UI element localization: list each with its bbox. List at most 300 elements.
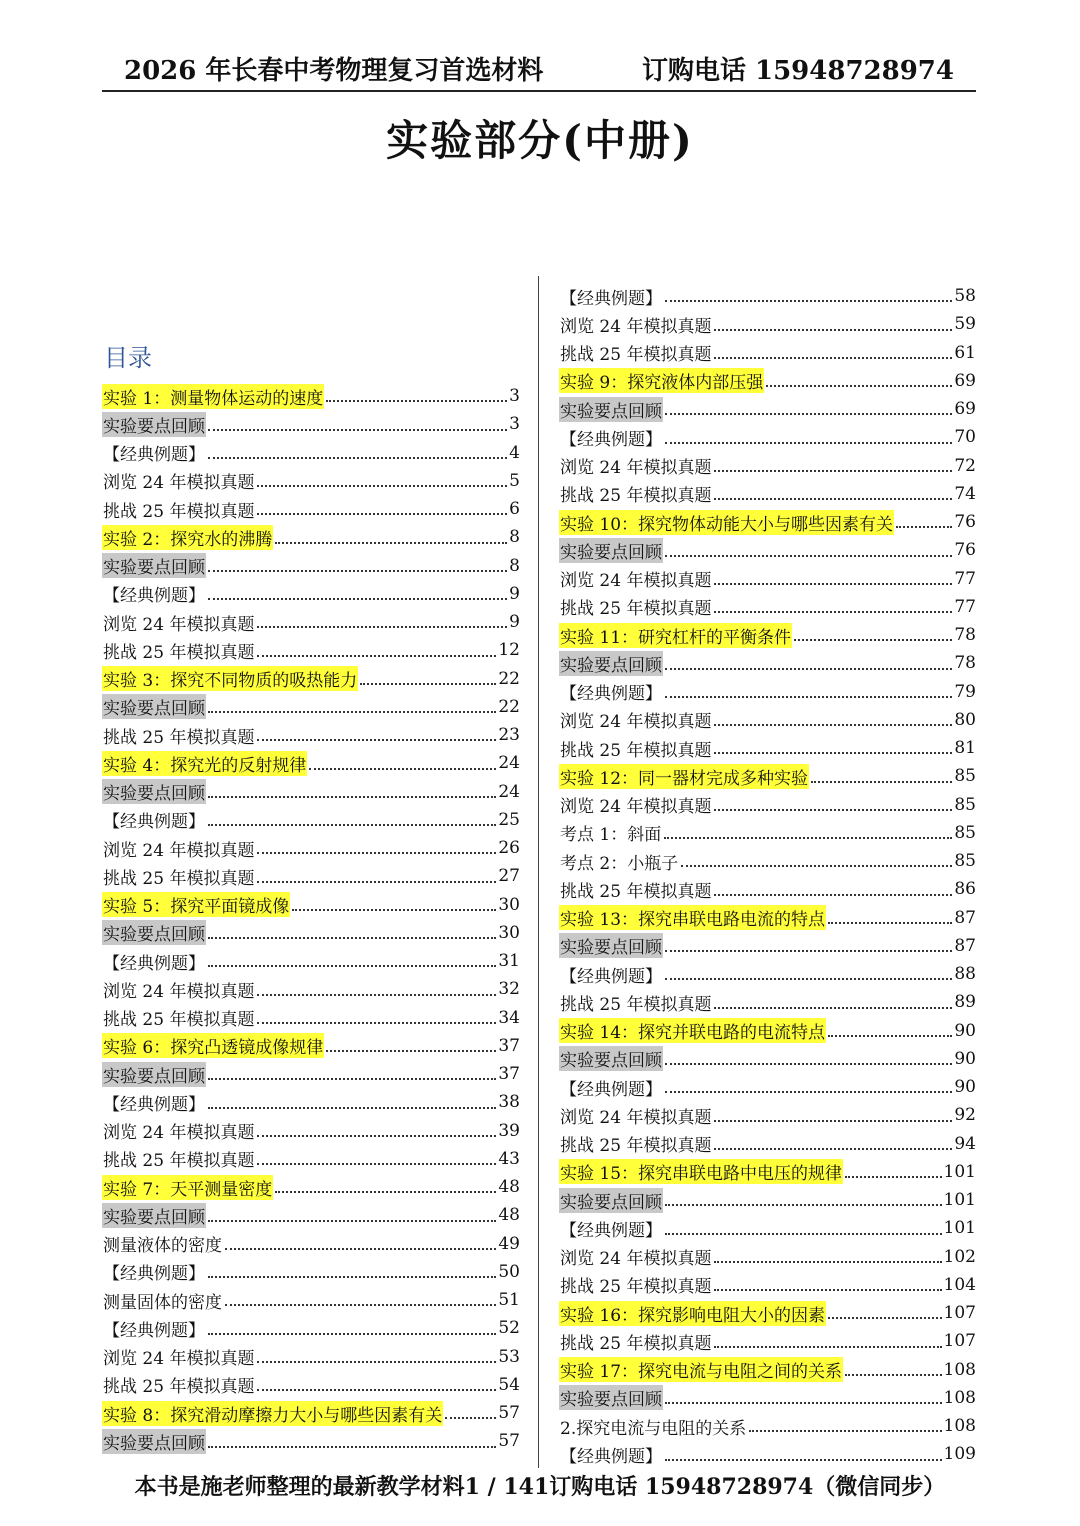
toc-entry[interactable] — [102, 1371, 520, 1399]
toc-dot-leader — [749, 1430, 941, 1432]
toc-dot-leader — [445, 1417, 496, 1419]
toc-entry-page: 72 — [954, 455, 976, 476]
toc-entry[interactable] — [102, 1258, 520, 1286]
toc-dot-leader — [714, 1007, 952, 1009]
toc-dot-leader — [208, 1220, 496, 1222]
toc-dot-leader — [665, 1204, 942, 1206]
toc-dot-leader — [208, 965, 496, 967]
toc-entry-title: 实验要点回顾 — [559, 933, 663, 958]
toc-entry-page: 81 — [954, 738, 976, 759]
toc-entry[interactable] — [102, 919, 520, 947]
toc-dot-leader — [714, 724, 952, 726]
toc-entry-title: 挑战 25 年模拟真题 — [103, 1151, 255, 1172]
toc-entry[interactable] — [559, 875, 976, 903]
toc-entry-title: 浏览 24 年模拟真题 — [560, 1107, 712, 1128]
toc-dot-leader — [257, 1135, 496, 1137]
toc-dot-leader — [714, 1346, 941, 1348]
toc-entry-title: 浏览 24 年模拟真题 — [560, 712, 712, 733]
toc-entry-page: 101 — [943, 1161, 976, 1182]
toc-entry[interactable] — [102, 665, 520, 693]
toc-dot-leader — [681, 865, 952, 867]
toc-dot-leader — [714, 611, 952, 613]
toc-entry[interactable] — [102, 778, 520, 806]
toc-dot-leader — [208, 937, 496, 939]
toc-dot-leader — [766, 385, 952, 387]
toc-dot-leader — [665, 555, 952, 557]
toc-dot-leader — [665, 950, 952, 952]
toc-entry[interactable] — [102, 975, 520, 1003]
toc-entry-page: 69 — [954, 370, 976, 391]
toc-dot-leader — [665, 300, 952, 302]
toc-entry-page: 48 — [498, 1205, 520, 1226]
toc-entry-title: 挑战 25 年模拟真题 — [103, 1377, 255, 1398]
toc-entry[interactable] — [559, 452, 976, 480]
toc-dot-leader — [208, 796, 496, 798]
toc-entry-page: 108 — [943, 1387, 976, 1408]
toc-dot-leader — [257, 626, 507, 628]
toc-entry[interactable] — [102, 1314, 520, 1342]
toc-dot-leader — [664, 837, 952, 839]
toc-dot-leader — [208, 824, 496, 826]
toc-entry-page: 8 — [509, 527, 520, 548]
toc-entry[interactable] — [102, 834, 520, 862]
toc-entry-page: 27 — [498, 866, 520, 887]
toc-entry-title: 浏览 24 年模拟真题 — [103, 981, 255, 1002]
toc-dot-leader — [845, 1176, 942, 1178]
toc-dot-leader — [257, 485, 507, 487]
toc-entry-page: 80 — [954, 709, 976, 730]
toc-dot-leader — [326, 1050, 496, 1052]
toc-entry-title: 【经典例题】 — [560, 1220, 662, 1241]
toc-entry[interactable] — [102, 1145, 520, 1173]
toc-dot-leader — [714, 1289, 941, 1291]
toc-dot-leader — [714, 809, 952, 811]
toc-entry-page: 79 — [954, 681, 976, 702]
toc-entry-page: 59 — [954, 314, 976, 335]
toc-dot-leader — [665, 1459, 942, 1461]
toc-dot-leader — [208, 598, 507, 600]
toc-entry[interactable] — [102, 862, 520, 890]
toc-dot-leader — [896, 526, 952, 528]
toc-entry-title: 考点 1：斜面 — [560, 825, 662, 846]
toc-entry-page: 87 — [954, 935, 976, 956]
toc-entry-page: 37 — [498, 1064, 520, 1085]
toc-dot-leader — [665, 1063, 952, 1065]
toc-dot-leader — [665, 1091, 952, 1093]
toc-dot-leader — [257, 994, 496, 996]
toc-dot-leader — [714, 1148, 952, 1150]
toc-entry[interactable] — [559, 621, 976, 649]
toc-entry-title: 测量固体的密度 — [103, 1292, 222, 1313]
toc-entry-page: 101 — [943, 1190, 976, 1211]
toc-entry-title: 浏览 24 年模拟真题 — [560, 458, 712, 479]
toc-entry-page: 4 — [509, 442, 520, 463]
toc-dot-leader — [714, 894, 952, 896]
toc-entry[interactable] — [559, 819, 976, 847]
toc-entry-title: 考点 2：小瓶子 — [560, 853, 679, 874]
toc-entry-page: 31 — [498, 951, 520, 972]
toc-entry[interactable] — [559, 791, 976, 819]
toc-entry-page: 78 — [954, 653, 976, 674]
header-title: 2026 年长春中考物理复习首选材料 — [124, 56, 544, 86]
toc-entry[interactable] — [559, 762, 976, 790]
toc-entry-page: 107 — [943, 1331, 976, 1352]
toc-entry[interactable] — [559, 310, 976, 338]
toc-dot-leader — [208, 711, 496, 713]
toc-dot-leader — [208, 1276, 496, 1278]
toc-entry-page: 6 — [509, 499, 520, 520]
toc-entry[interactable] — [559, 1045, 976, 1073]
toc-entry-title: 实验要点回顾 — [102, 920, 206, 945]
toc-entry-title: 实验 17：探究电流与电阻之间的关系 — [559, 1357, 843, 1382]
toc-entry[interactable] — [559, 1271, 976, 1299]
toc-entry[interactable] — [559, 1299, 976, 1327]
toc-entry-page: 85 — [954, 794, 976, 815]
toc-entry-page: 53 — [498, 1346, 520, 1367]
toc-entry[interactable] — [102, 552, 520, 580]
toc-entry[interactable] — [102, 1088, 520, 1116]
toc-dot-leader — [714, 498, 952, 500]
toc-entry-page: 22 — [498, 668, 520, 689]
toc-dot-leader — [208, 457, 507, 459]
toc-entry-page: 25 — [498, 809, 520, 830]
toc-dot-leader — [257, 739, 496, 741]
toc-entry[interactable] — [102, 382, 520, 410]
toc-entry[interactable] — [559, 1186, 976, 1214]
toc-entry-title: 实验要点回顾 — [102, 779, 206, 804]
toc-entry[interactable] — [102, 1173, 520, 1201]
toc-entry-title: 实验 16：探究影响电阻大小的因素 — [559, 1301, 826, 1326]
toc-entry-page: 30 — [498, 894, 520, 915]
toc-entry[interactable] — [102, 608, 520, 636]
toc-entry-page: 109 — [943, 1444, 976, 1465]
toc-entry-page: 12 — [498, 640, 520, 661]
toc-dot-leader — [257, 881, 496, 883]
toc-entry-page: 50 — [498, 1261, 520, 1282]
toc-left-column — [102, 382, 520, 1456]
toc-entry-page: 23 — [498, 725, 520, 746]
toc-entry-page: 52 — [498, 1318, 520, 1339]
toc-dot-leader — [794, 639, 952, 641]
toc-entry-page: 74 — [954, 483, 976, 504]
toc-entry-title: 实验 1：测量物体运动的速度 — [102, 384, 324, 409]
toc-entry-page: 92 — [954, 1105, 976, 1126]
toc-entry-title: 【经典例题】 — [103, 953, 205, 974]
toc-entry-title: 浏览 24 年模拟真题 — [560, 571, 712, 592]
toc-entry-title: 浏览 24 年模拟真题 — [103, 840, 255, 861]
toc-entry[interactable] — [559, 1214, 976, 1242]
toc-entry[interactable] — [559, 1243, 976, 1271]
toc-entry[interactable] — [559, 480, 976, 508]
toc-dot-leader — [257, 1163, 496, 1165]
toc-dot-leader — [828, 922, 952, 924]
toc-entry-page: 90 — [954, 1048, 976, 1069]
toc-entry-title: 挑战 25 年模拟真题 — [560, 740, 712, 761]
toc-entry[interactable] — [102, 636, 520, 664]
toc-entry[interactable] — [559, 649, 976, 677]
toc-entry[interactable] — [559, 1073, 976, 1101]
toc-entry-title: 实验 11：研究杠杆的平衡条件 — [559, 623, 792, 648]
toc-dot-leader — [360, 683, 496, 685]
toc-entry-page: 8 — [509, 555, 520, 576]
toc-entry-page: 49 — [498, 1233, 520, 1254]
toc-entry-page: 57 — [498, 1431, 520, 1452]
toc-entry-title: 实验 3：探究不同物质的吸热能力 — [102, 666, 358, 691]
page-footer: 本书是施老师整理的最新教学材料1 / 141订购电话 15948728974（微信同步） — [134, 1474, 946, 1500]
toc-entry[interactable] — [559, 565, 976, 593]
toc-entry-page: 69 — [954, 399, 976, 420]
toc-entry-page: 87 — [954, 907, 976, 928]
toc-entry-title: 实验 4：探究光的反射规律 — [102, 751, 307, 776]
toc-entry-page: 108 — [943, 1359, 976, 1380]
toc-entry-page: 34 — [498, 1007, 520, 1028]
toc-entry[interactable] — [559, 536, 976, 564]
toc-entry-title: 实验要点回顾 — [102, 553, 206, 578]
toc-entry-title: 浏览 24 年模拟真题 — [103, 473, 255, 494]
toc-dot-leader — [665, 1402, 942, 1404]
toc-entry-page: 88 — [954, 964, 976, 985]
toc-entry[interactable] — [102, 410, 520, 438]
toc-entry-title: 实验要点回顾 — [102, 412, 206, 437]
toc-entry[interactable] — [102, 439, 520, 467]
toc-entry-title: 实验 7：天平测量密度 — [102, 1175, 273, 1200]
toc-dot-leader — [714, 752, 952, 754]
toc-entry-title: 【经典例题】 — [103, 445, 205, 466]
toc-entry[interactable] — [102, 1004, 520, 1032]
toc-entry-page: 102 — [943, 1246, 976, 1267]
toc-entry[interactable] — [102, 523, 520, 551]
toc-entry-page: 5 — [509, 470, 520, 491]
toc-entry-page: 32 — [498, 979, 520, 1000]
toc-entry-page: 77 — [954, 596, 976, 617]
toc-entry-page: 48 — [498, 1177, 520, 1198]
toc-dot-leader — [208, 570, 507, 572]
toc-dot-leader — [257, 655, 496, 657]
toc-entry[interactable] — [559, 367, 976, 395]
toc-entry[interactable] — [102, 1060, 520, 1088]
toc-dot-leader — [208, 1333, 496, 1335]
toc-entry-page: 90 — [954, 1020, 976, 1041]
toc-entry-title: 实验要点回顾 — [559, 397, 663, 422]
toc-dot-leader — [225, 1304, 496, 1306]
page-header — [102, 52, 976, 92]
toc-entry-title: 浏览 24 年模拟真题 — [560, 316, 712, 337]
toc-entry[interactable] — [102, 467, 520, 495]
toc-entry-page: 57 — [498, 1403, 520, 1424]
toc-entry-title: 【经典例题】 — [103, 586, 205, 607]
toc-entry-title: 浏览 24 年模拟真题 — [103, 1123, 255, 1144]
toc-entry[interactable] — [559, 339, 976, 367]
toc-entry[interactable] — [559, 678, 976, 706]
toc-entry-page: 101 — [943, 1218, 976, 1239]
toc-entry-page: 107 — [943, 1303, 976, 1324]
toc-entry[interactable] — [559, 960, 976, 988]
toc-entry[interactable] — [102, 580, 520, 608]
toc-dot-leader — [275, 542, 507, 544]
toc-dot-leader — [714, 357, 952, 359]
toc-entry-page: 51 — [498, 1290, 520, 1311]
toc-dot-leader — [714, 329, 952, 331]
toc-entry-page: 3 — [509, 414, 520, 435]
toc-entry-title: 浏览 24 年模拟真题 — [560, 1249, 712, 1270]
toc-entry-title: 挑战 25 年模拟真题 — [560, 1333, 712, 1354]
toc-entry[interactable] — [559, 988, 976, 1016]
toc-entry-title: 实验要点回顾 — [559, 1188, 663, 1213]
toc-dot-leader — [828, 1035, 952, 1037]
toc-entry[interactable] — [102, 1117, 520, 1145]
toc-entry-title: 挑战 25 年模拟真题 — [103, 501, 255, 522]
toc-entry[interactable] — [559, 282, 976, 310]
toc-entry-title: 实验 6：探究凸透镜成像规律 — [102, 1033, 324, 1058]
toc-entry-page: 30 — [498, 922, 520, 943]
toc-entry-page: 39 — [498, 1120, 520, 1141]
toc-entry[interactable] — [102, 947, 520, 975]
toc-entry[interactable] — [102, 806, 520, 834]
toc-entry[interactable] — [559, 1158, 976, 1186]
toc-entry[interactable] — [559, 932, 976, 960]
toc-entry-title: 实验 2：探究水的沸腾 — [102, 525, 273, 550]
toc-entry-page: 54 — [498, 1374, 520, 1395]
toc-entry-title: 【经典例题】 — [560, 288, 662, 309]
toc-entry[interactable] — [559, 423, 976, 451]
toc-entry[interactable] — [102, 891, 520, 919]
toc-entry-title: 挑战 25 年模拟真题 — [560, 486, 712, 507]
toc-dot-leader — [714, 1261, 941, 1263]
toc-entry-page: 77 — [954, 568, 976, 589]
toc-entry[interactable] — [559, 904, 976, 932]
toc-entry[interactable] — [559, 1356, 976, 1384]
toc-entry-title: 挑战 25 年模拟真题 — [560, 881, 712, 902]
toc-entry[interactable] — [102, 1343, 520, 1371]
toc-entry-page: 76 — [954, 512, 976, 533]
toc-entry[interactable] — [102, 1399, 520, 1427]
toc-entry[interactable] — [102, 693, 520, 721]
toc-entry-title: 实验要点回顾 — [102, 694, 206, 719]
page-title: 实验部分(中册) — [386, 116, 694, 165]
toc-entry[interactable] — [559, 1384, 976, 1412]
toc-entry[interactable] — [102, 721, 520, 749]
toc-entry[interactable] — [559, 1412, 976, 1440]
toc-entry-page: 85 — [954, 822, 976, 843]
toc-entry-page: 94 — [954, 1133, 976, 1154]
toc-entry-title: 实验 14：探究并联电路的电流特点 — [559, 1018, 826, 1043]
toc-entry[interactable] — [102, 1286, 520, 1314]
toc-dot-leader — [309, 768, 496, 770]
toc-entry-title: 【经典例题】 — [560, 1446, 662, 1467]
toc-dot-leader — [714, 470, 952, 472]
toc-dot-leader — [225, 1248, 496, 1250]
toc-entry[interactable] — [559, 1017, 976, 1045]
toc-entry-page: 78 — [954, 625, 976, 646]
toc-dot-leader — [665, 1233, 942, 1235]
toc-entry-page: 22 — [498, 696, 520, 717]
toc-entry-page: 24 — [498, 781, 520, 802]
toc-entry-page: 26 — [498, 838, 520, 859]
toc-dot-leader — [257, 852, 496, 854]
toc-entry-title: 实验要点回顾 — [559, 651, 663, 676]
toc-entry-page: 9 — [509, 612, 520, 633]
toc-entry[interactable] — [102, 495, 520, 523]
toc-entry-page: 37 — [498, 1035, 520, 1056]
toc-entry-title: 挑战 25 年模拟真题 — [103, 727, 255, 748]
toc-entry[interactable] — [559, 734, 976, 762]
toc-entry[interactable] — [102, 1230, 520, 1258]
toc-entry-page: 43 — [498, 1148, 520, 1169]
toc-entry[interactable] — [102, 749, 520, 777]
toc-entry[interactable] — [559, 1327, 976, 1355]
toc-entry[interactable] — [102, 1201, 520, 1229]
toc-entry-title: 【经典例题】 — [560, 1079, 662, 1100]
toc-entry-title: 【经典例题】 — [103, 1094, 205, 1115]
toc-dot-leader — [208, 429, 507, 431]
toc-right-column — [559, 282, 976, 1469]
toc-dot-leader — [257, 1361, 496, 1363]
toc-entry-title: 挑战 25 年模拟真题 — [560, 994, 712, 1015]
toc-entry[interactable] — [559, 508, 976, 536]
toc-dot-leader — [665, 978, 952, 980]
toc-dot-leader — [811, 781, 952, 783]
toc-entry-title: 【经典例题】 — [560, 429, 662, 450]
toc-entry-title: 挑战 25 年模拟真题 — [560, 1136, 712, 1157]
toc-entry-page: 108 — [943, 1416, 976, 1437]
toc-entry-title: 浏览 24 年模拟真题 — [103, 614, 255, 635]
toc-entry[interactable] — [102, 1032, 520, 1060]
toc-entry-title: 【经典例题】 — [103, 1264, 205, 1285]
toc-dot-leader — [292, 909, 496, 911]
toc-entry[interactable] — [102, 1427, 520, 1455]
toc-entry-page: 85 — [954, 851, 976, 872]
toc-dot-leader — [208, 1107, 496, 1109]
toc-dot-leader — [714, 1120, 952, 1122]
toc-dot-leader — [665, 668, 952, 670]
toc-heading: 目录 — [104, 344, 152, 372]
toc-entry-title: 挑战 25 年模拟真题 — [103, 868, 255, 889]
toc-entry-title: 2.探究电流与电阻的关系 — [560, 1418, 747, 1439]
toc-entry[interactable] — [559, 1440, 976, 1468]
header-phone: 订购电话 15948728974 — [641, 56, 954, 86]
toc-entry[interactable] — [559, 847, 976, 875]
toc-entry-page: 24 — [498, 753, 520, 774]
toc-entry[interactable] — [559, 593, 976, 621]
toc-entry-page: 61 — [954, 342, 976, 363]
toc-entry-title: 实验要点回顾 — [559, 1046, 663, 1071]
toc-entry-title: 【经典例题】 — [103, 1320, 205, 1341]
column-divider — [538, 276, 539, 1468]
toc-entry-title: 实验 8：探究滑动摩擦力大小与哪些因素有关 — [102, 1401, 443, 1426]
toc-dot-leader — [665, 413, 952, 415]
toc-entry-page: 76 — [954, 540, 976, 561]
toc-entry-title: 挑战 25 年模拟真题 — [560, 345, 712, 366]
toc-entry[interactable] — [559, 395, 976, 423]
toc-dot-leader — [714, 583, 952, 585]
toc-entry-page: 85 — [954, 766, 976, 787]
toc-entry-title: 实验 12：同一器材完成多种实验 — [559, 764, 809, 789]
toc-entry-title: 挑战 25 年模拟真题 — [560, 1277, 712, 1298]
toc-dot-leader — [257, 513, 507, 515]
toc-entry[interactable] — [559, 1101, 976, 1129]
toc-entry-title: 实验 5：探究平面镜成像 — [102, 892, 290, 917]
toc-dot-leader — [326, 400, 507, 402]
toc-dot-leader — [828, 1317, 942, 1319]
toc-dot-leader — [665, 442, 952, 444]
toc-entry[interactable] — [559, 706, 976, 734]
toc-entry-title: 【经典例题】 — [560, 966, 662, 987]
toc-entry[interactable] — [559, 1130, 976, 1158]
toc-entry-title: 挑战 25 年模拟真题 — [103, 642, 255, 663]
toc-entry-page: 70 — [954, 427, 976, 448]
toc-entry-page: 9 — [509, 583, 520, 604]
toc-entry-page: 3 — [509, 386, 520, 407]
